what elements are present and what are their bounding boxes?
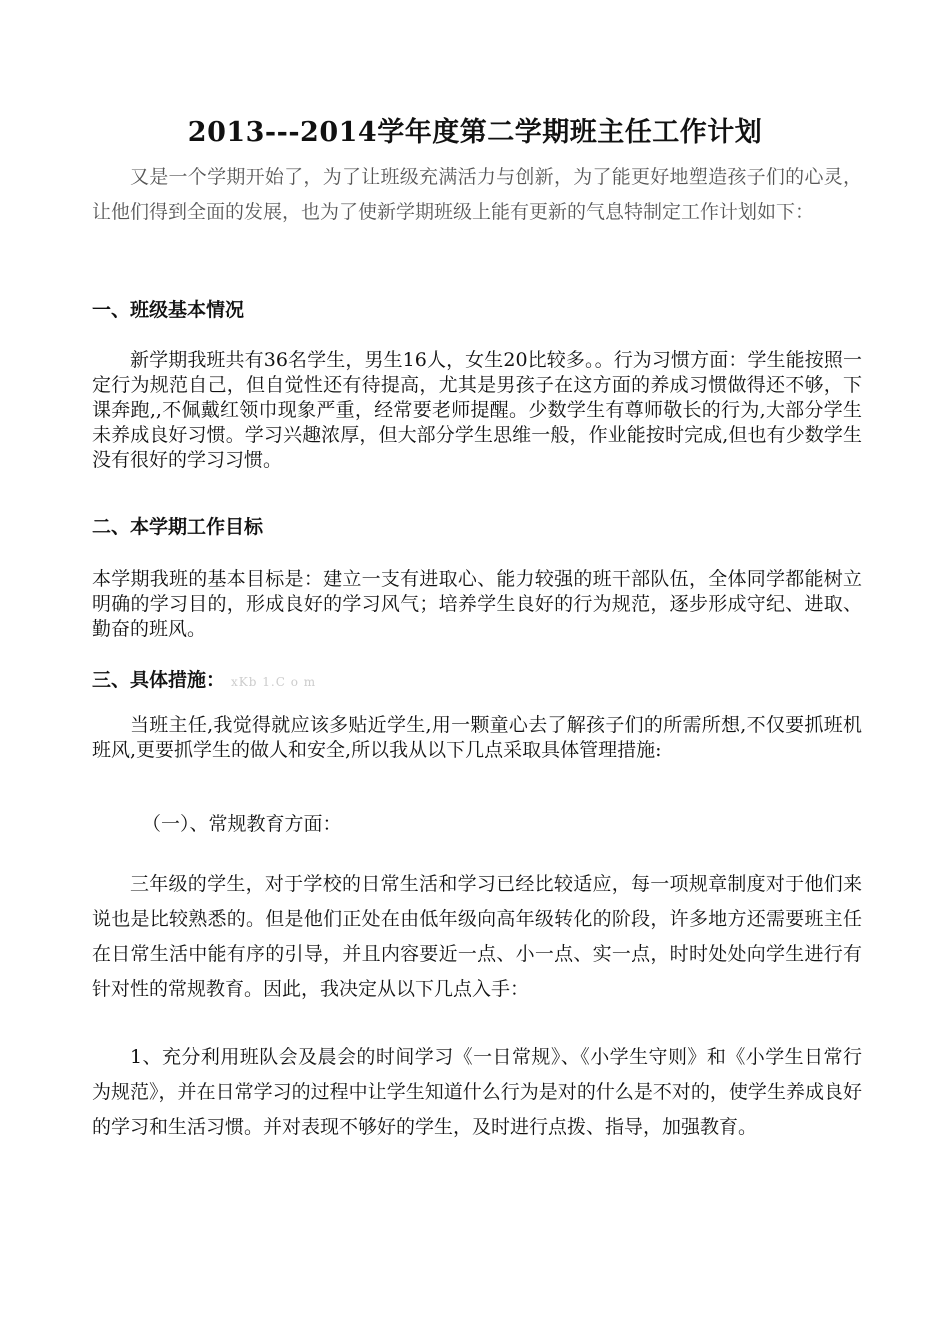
section-body-goals: 本学期我班的基本目标是：建立一支有进取心、能力较强的班干部队伍，全体同学都能树立明确的学习目的，形成良好的学习风气；培养学生良好的行为规范，逐步形成守纪、进取、勤奋的班风。 — [92, 568, 862, 640]
subsection-body-routine: 三年级的学生，对于学校的日常生活和学习已经比较适应，每一项规章制度对于他们来说也是比较熟悉的。但是他们正处在由低年级向高年级转化的阶段，许多地方还需要班主任在日常生活中能有序的引导，并且内容要近一点、小一点、实一点，时时处处向学生进行有针对性的常规教育。因此，我决定从以下几点入手： — [92, 873, 862, 1000]
section-body-basic-situation: 新学期我班共有36名学生，男生16人，女生20比较多。。行为习惯方面：学生能按照一定行为规范自己，但自觉性还有待提高，尤其是男孩子在这方面的养成习惯做得还不够，下课奔跑,,不佩戴红领巾现象严重，经常要老师提醒。少数学生有尊师敬长的行为,大部分学生未养成良好习惯。学习兴趣浓厚，但大部分学生思维一般，作业能按时完成,但也有少数学生没有很好的学习习惯。 — [92, 349, 862, 471]
list-item-1: 1、充分利用班队会及晨会的时间学习《一日常规》、《小学生守则》和《小学生日常行为规范》，并在日常学习的过程中让学生知道什么行为是对的什么是不对的，使学生养成良好的学习和生活习惯。并对表现不够好的学生，及时进行点拨、指导，加强教育。 — [92, 1046, 862, 1138]
section-heading-measures — [92, 665, 316, 692]
section-body-measures: 当班主任,我觉得就应该多贴近学生,用一颗童心去了解孩子们的所需所想,不仅要抓班机班风,更要抓学生的做人和安全,所以我从以下几点采取具体管理措施: — [92, 714, 862, 761]
section-heading-measures-text: 三、具体措施： — [92, 669, 226, 691]
section-heading-goals: 二、本学期工作目标 — [92, 516, 264, 538]
watermark-text: xKb 1.C o m — [231, 675, 317, 689]
intro-paragraph: 又是一个学期开始了，为了让班级充满活力与创新，为了能更好地塑造孩子们的心灵，让他们得到全面的发展，也为了使新学期班级上能有更新的气息特制定工作计划如下： — [92, 166, 862, 223]
document-title: 2013---2014学年度第二学期班主任工作计划 — [187, 117, 763, 148]
section-heading-basic-situation: 一、班级基本情况 — [92, 299, 245, 321]
subsection-heading-routine: （一）、常规教育方面： — [142, 813, 342, 835]
